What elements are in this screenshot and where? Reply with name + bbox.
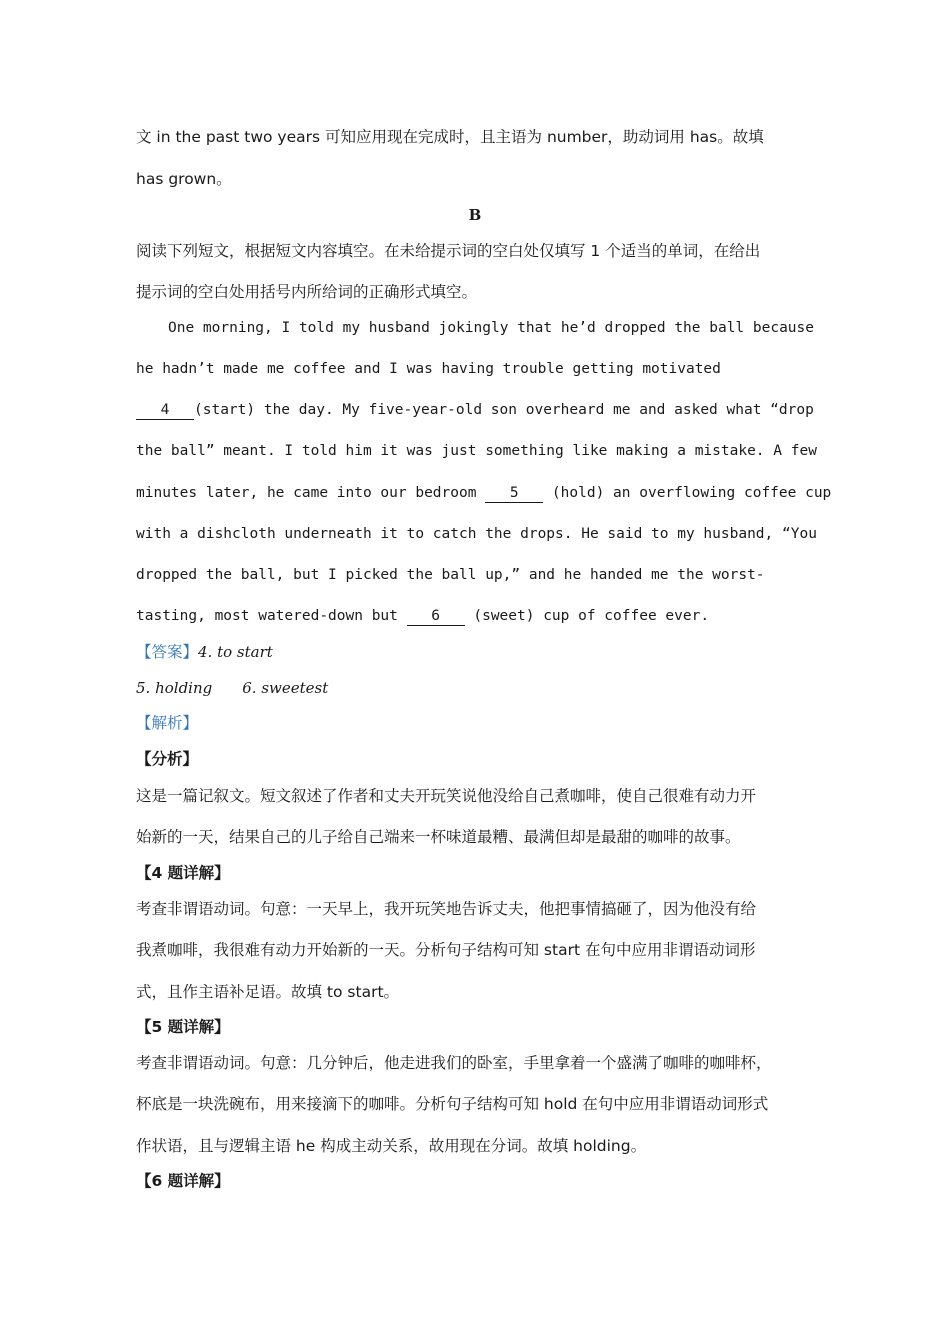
passage-line-8 bbox=[136, 606, 709, 626]
answer-6: 6. sweetest bbox=[242, 679, 329, 697]
q5-label: 【5 题详解】 bbox=[136, 1018, 230, 1036]
passage-line-5 bbox=[136, 483, 831, 503]
passage-line-7: dropped the ball, but I picked the ball up,” and he handed me the worst- bbox=[136, 567, 765, 583]
section-heading: B bbox=[468, 206, 482, 224]
prev-analysis-line-2: has grown。 bbox=[136, 170, 232, 188]
passage-line-1: One morning, I told my husband jokingly that he’d dropped the ball because bbox=[168, 320, 815, 336]
analysis-label: 【解析】 bbox=[136, 714, 199, 732]
passage-line-2: he hadn’t made me coffee and I was having trouble getting motivated bbox=[136, 361, 721, 377]
blank-5: 5 bbox=[485, 485, 543, 503]
q5-line-3: 作状语，且与逻辑主语 he 构成主动关系，故用现在分词。故填 holding。 bbox=[136, 1137, 647, 1155]
q4-line-3: 式，且作主语补足语。故填 to start。 bbox=[136, 983, 400, 1001]
q6-label: 【6 题详解】 bbox=[136, 1172, 230, 1190]
passage-line-8-pre: tasting, most watered-down but bbox=[136, 608, 407, 624]
passage-line-8-post: (sweet) cup of coffee ever. bbox=[464, 608, 710, 624]
fenxi-label: 【分析】 bbox=[136, 750, 199, 768]
instructions-line-1: 阅读下列短文，根据短文内容填空。在未给提示词的空白处仅填写 1 个适当的单词，在给出 bbox=[136, 242, 761, 260]
blank-6: 6 bbox=[407, 608, 465, 626]
answer-label: 【答案】 bbox=[136, 643, 199, 661]
passage-line-3-text: (start) the day. My five-year-old son overheard me and asked what “drop bbox=[194, 402, 814, 418]
q5-line-2: 杯底是一块洗碗布，用来接滴下的咖啡。分析句子结构可知 hold 在句中应用非谓语动词形式 bbox=[136, 1095, 769, 1113]
q4-label: 【4 题详解】 bbox=[136, 864, 230, 882]
passage-line-4: the ball” meant. I told him it was just something like making a mistake. A few bbox=[136, 443, 817, 459]
instructions-line-2: 提示词的空白处用括号内所给词的正确形式填空。 bbox=[136, 283, 478, 301]
q4-line-1: 考查非谓语动词。句意：一天早上，我开玩笑地告诉丈夫，他把事情搞砸了，因为他没有给 bbox=[136, 900, 757, 918]
prev-analysis-line-1: 文 in the past two years 可知应用现在完成时，且主语为 number，助动词用 has。故填 bbox=[136, 128, 764, 146]
answer-4: 4. to start bbox=[198, 643, 273, 661]
q5-line-1: 考查非谓语动词。句意：几分钟后，他走进我们的卧室，手里拿着一个盛满了咖啡的咖啡杯， bbox=[136, 1054, 772, 1072]
passage-line-5-post: (hold) an overflowing coffee cup bbox=[543, 485, 832, 501]
fenxi-line-1: 这是一篇记叙文。短文叙述了作者和丈夫开玩笑说他没给自己煮咖啡，使自己很难有动力开 bbox=[136, 787, 757, 805]
fenxi-line-2: 始新的一天，结果自己的儿子给自己端来一杯味道最糟、最满但却是最甜的咖啡的故事。 bbox=[136, 828, 741, 846]
passage-line-3 bbox=[136, 400, 814, 420]
answer-line-2 bbox=[136, 678, 328, 698]
q4-line-2: 我煮咖啡，我很难有动力开始新的一天。分析句子结构可知 start 在句中应用非谓语动词形 bbox=[136, 941, 756, 959]
answer-line-1 bbox=[136, 642, 273, 662]
passage-line-6: with a dishcloth underneath it to catch the drops. He said to my husband, “You bbox=[136, 526, 817, 542]
blank-4: 4 bbox=[136, 402, 194, 420]
passage-line-5-pre: minutes later, he came into our bedroom bbox=[136, 485, 486, 501]
answer-5: 5. holding bbox=[136, 679, 213, 697]
